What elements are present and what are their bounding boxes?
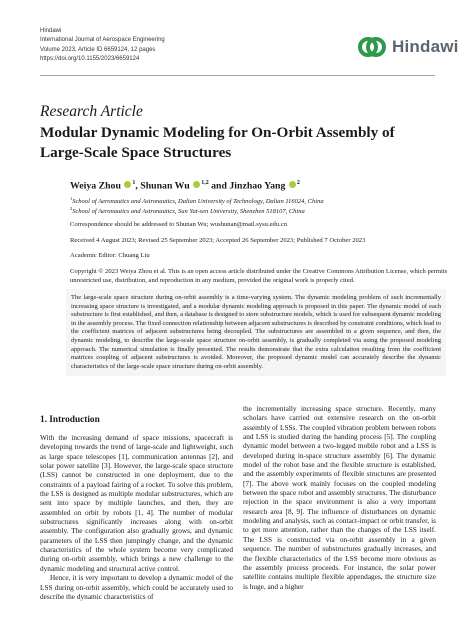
hindawi-logo (357, 36, 459, 58)
hindawi-logo-icon (357, 36, 387, 58)
header-divider (40, 75, 435, 76)
section-heading: 1. Introduction (40, 415, 100, 425)
paragraph: the incrementally increasing space structure. Recently, many scholars have carried out extensive research on the on-orbit assembly of LSSs. The coupled vibration problem between robots and LSS is studied during the handing process [5]. The coupling dynamic model between a two-legged mobile robot and a LSS is developed during in-space structure assembly [6]. The dynamic model of the robot base and the flexible structure is established, and the assembly experiments of flexible structures are presented [7]. The above work mainly focuses on the coupled modeling between the space robot and assembly structures. The disturbance rejection in the space environment is also a very important research area [8, 9]. The influence of disturbances on dynamic modeling and analysis, such as contact-impact or orbit transfer, is to get more attention, rather than the changes of the LSS itself. The LSS is constructed via on-orbit assembly in a given sequence. The number of substructures gradually increases, and the flexible characteristics of the LSS become more obvious as the assembly process proceeds. For instance, the solar power satellite contains multiple flexible appendages, the structure size is huge, and a higher (243, 404, 436, 591)
author-affiliation-mark: 2 (296, 180, 300, 186)
right-column (243, 404, 436, 591)
academic-editor: Academic Editor: Chuang Liu (70, 252, 150, 259)
article-dates: Received 4 August 2023; Revised 25 September 2023; Accepted 26 September 2023; Published 7 October 2023 (70, 237, 366, 244)
author-name[interactable]: Shunan Wu (140, 180, 190, 192)
orcid-icon[interactable] (124, 181, 131, 188)
abstract-text: The large-scale space structure during on-orbit assembly is a time-varying system. The dynamic modeling problem of such incrementally increasing space structure is investigated, and a modular dynamic modeling approach is proposed in this paper. The dynamic model of each substructure is first established, and then, a database is designed to store substructure models, which is used for subsequent dynamic modeling in the assembly process. The fixed connection relationship between adjacent substructures is described by constraint conditions, which lead to the coefficient matrices of adjacent substructures being decoupled. The substructures are assembled in a given sequence, and then, the dynamic modeling, to describe the large-scale space structure on-orbit assembly, is gradually completed via using the proposed modeling approach. The numerical simulation is finally presented. The results demonstrate that the extra calculation resulting from the coefficient matrices coupling of adjacent substructures is avoided. Moreover, the proposed dynamic model can accurately describe the dynamic characteristics of the large-scale space structure during on-orbit assembly. (71, 294, 441, 370)
article-type: Research Article (40, 103, 143, 120)
affiliation-2 (70, 206, 305, 215)
author-separator: and (211, 180, 227, 192)
abstract-box (66, 289, 446, 376)
left-column (40, 433, 233, 601)
journal-meta (40, 27, 165, 64)
paragraph: Hence, it is very important to develop a dynamic model of the LSS during on-orbit assembly, which could be accurately used to describe the dynamic characteristics of (40, 573, 233, 601)
affiliation-mark: 2 (70, 206, 73, 211)
affiliation-1 (70, 196, 324, 205)
orcid-icon[interactable] (289, 181, 296, 188)
doi-link[interactable]: https://doi.org/10.1155/2023/6659124 (40, 55, 140, 62)
paragraph: With the increasing demand of space missions, spacecraft is developing towards the trend of large-scale and lightweight, such as large space telescopes [1], communication antennas [2], and solar power satellite [3]. However, the large-scale space structure (LSS) cannot be constructed in one deployment, due to the constraints of a payload fairing of a rocket. To solve this problem, the LSS is designed as multiple modular substructures, which are sent into space by multiple launches, and then, they are assembled on orbit by robots [1, 4]. The number of modular substructures significantly increases along with on-orbit assembly. The configuration also gradually grows, and dynamic parameters of the LSS then jumpingly change, and the dynamic characteristics of the whole system become very complicated during on-orbit assembly, which brings a new challenge to the dynamic modeling and structural active control. (40, 433, 233, 573)
journal-name: International Journal of Aerospace Engineering (40, 37, 165, 44)
author-affiliation-mark: 1,2 (201, 180, 209, 186)
publisher-name: Hindawi (40, 28, 62, 34)
orcid-icon[interactable] (193, 181, 200, 188)
author-name[interactable]: Jinzhao Yang (229, 180, 286, 192)
affiliation-mark: 1 (70, 196, 73, 201)
affiliation-text: School of Aeronautics and Astronautics, Dalian University of Technology, Dalian 116024, China (72, 198, 324, 206)
copyright-notice: Copyright © 2023 Weiya Zhou et al. This is an open access article distributed under the Creative Commons Attribution License, which permits unrestricted use, distribution, and reproduction in any medium, provided the original work is properly cited. (70, 268, 448, 284)
volume-info: Volume 2023, Article ID 6659124, 12 pages (40, 46, 156, 53)
correspondence: Correspondence should be addressed to Shunan Wu; wushunan@mail.sysu.edu.cn (70, 221, 288, 228)
hindawi-logo-text: Hindawi (392, 37, 459, 56)
author-list (70, 180, 300, 191)
author-affiliation-mark: 1 (132, 180, 136, 186)
author-separator: , (135, 180, 138, 192)
article-title: Modular Dynamic Modeling for On-Orbit Assembly of Large-Scale Space Structures (40, 124, 395, 161)
affiliation-text: School of Aeronautics and Astronautics, Sun Yat-sen University, Shenzhen 518107, China (72, 208, 305, 216)
author-name[interactable]: Weiya Zhou (70, 180, 121, 192)
